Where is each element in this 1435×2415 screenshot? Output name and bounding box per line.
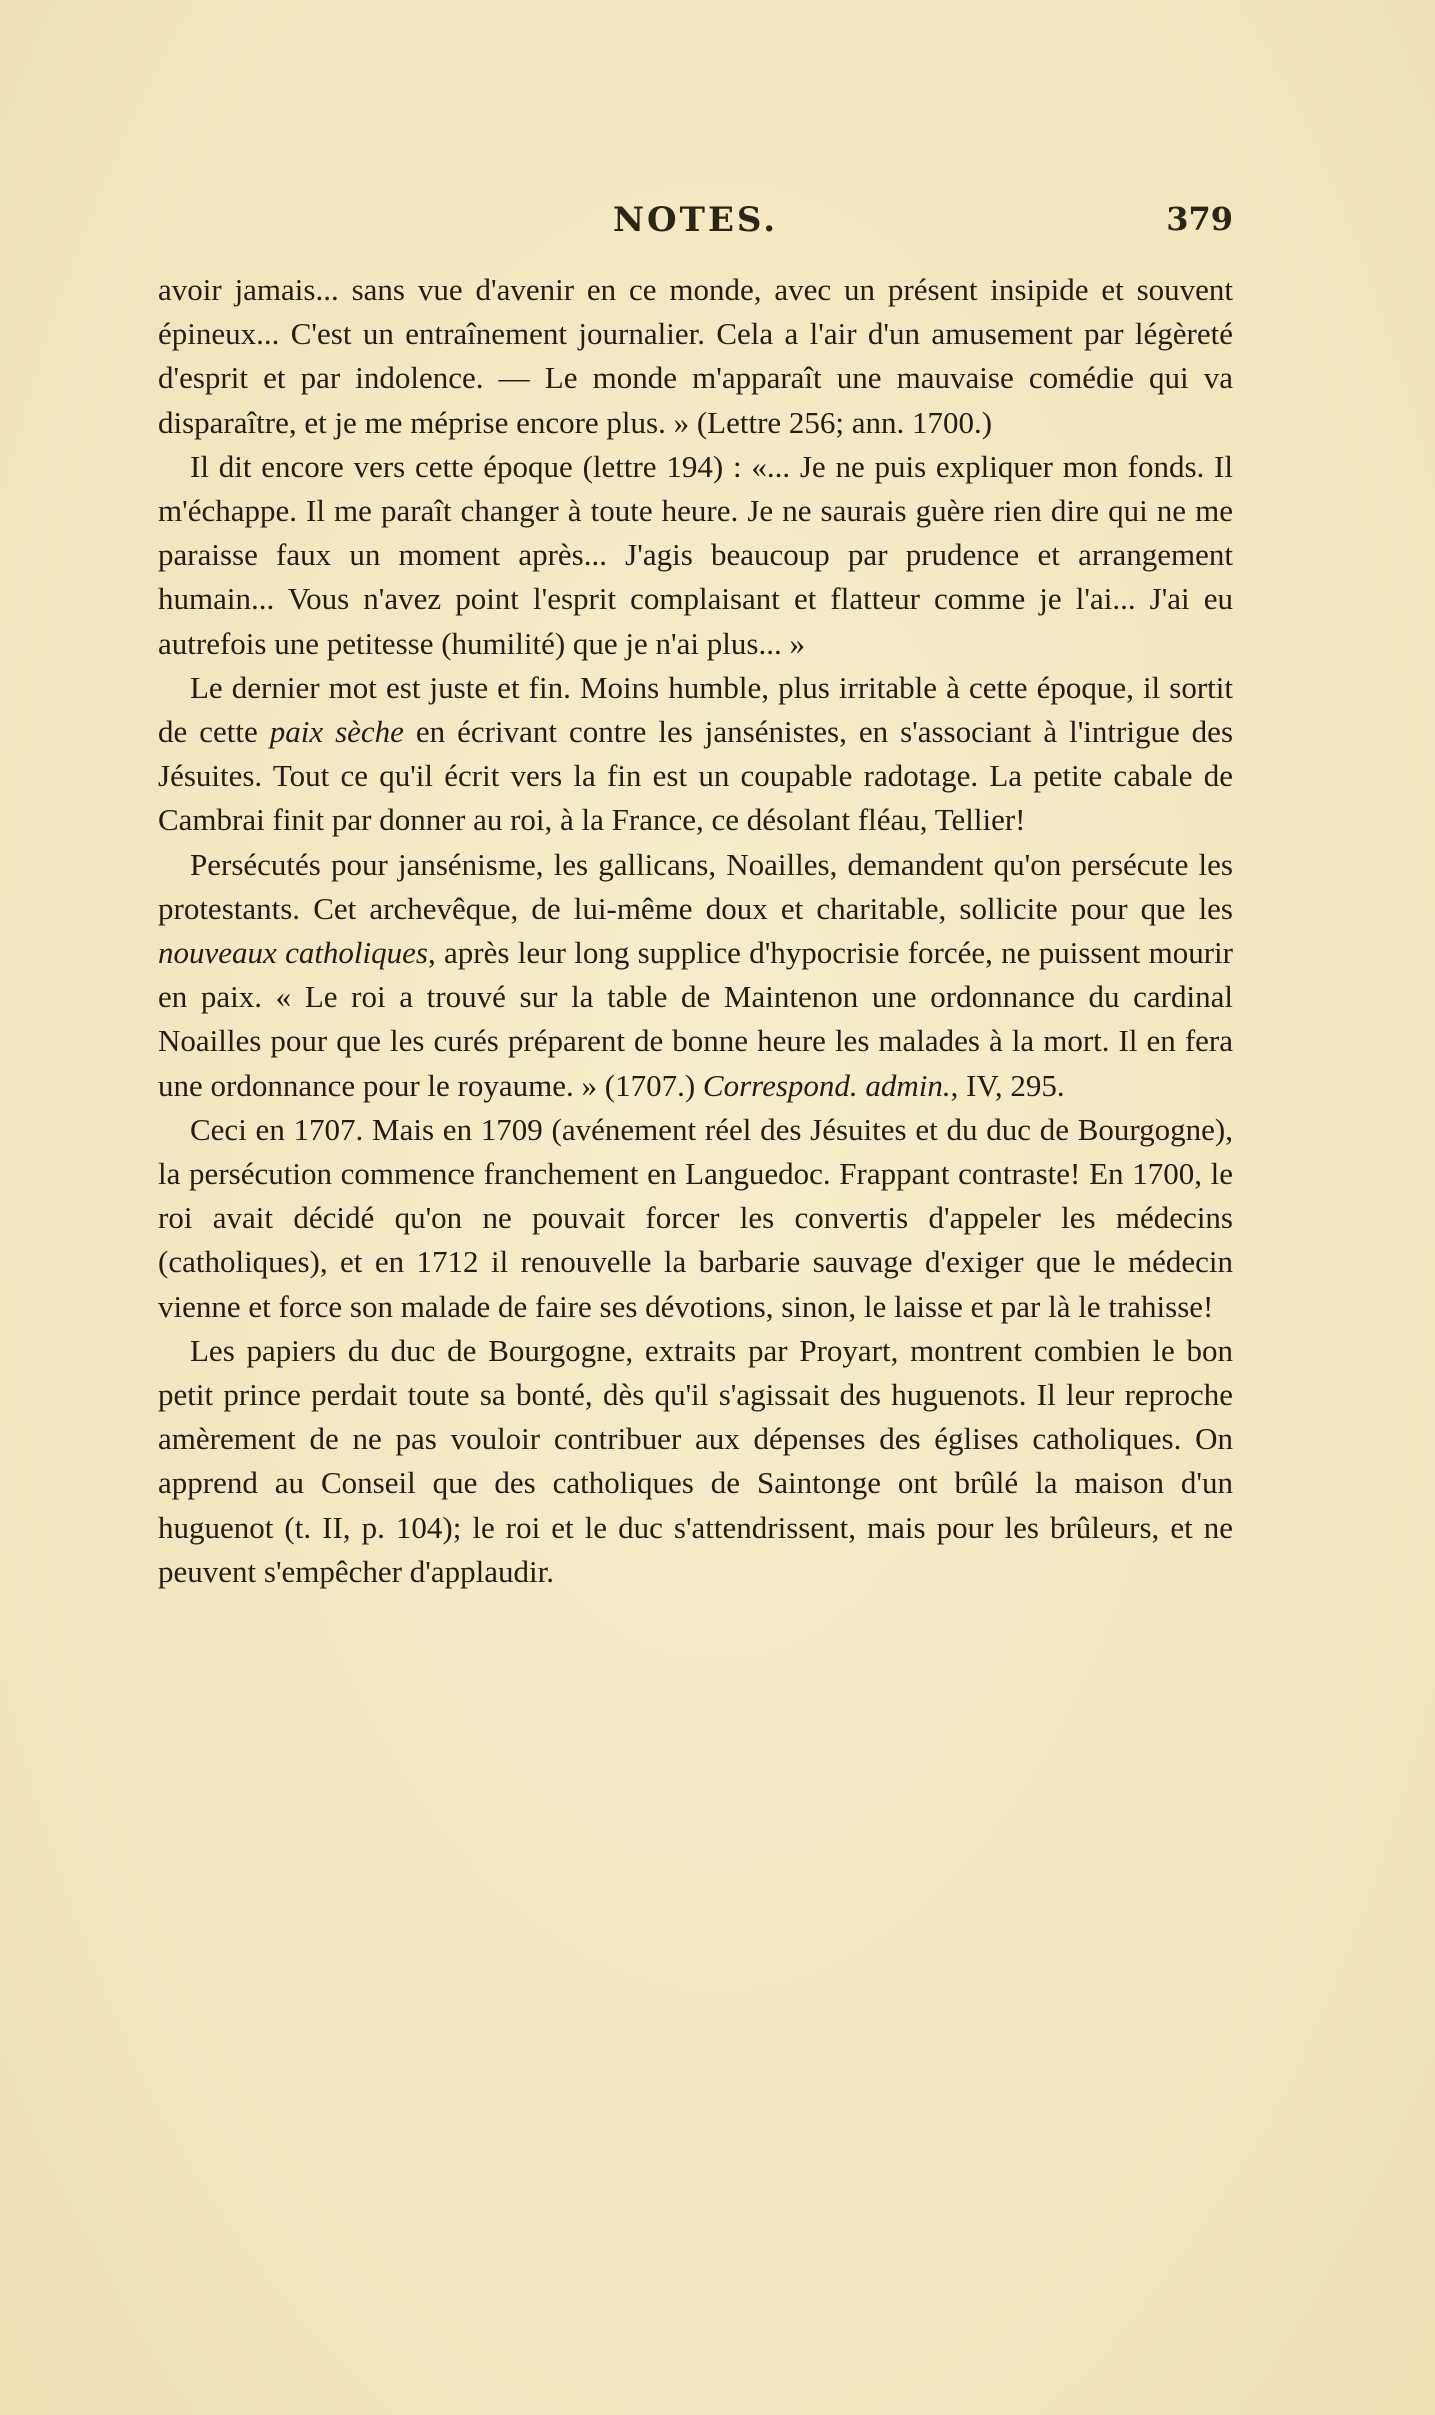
paragraph-3-text-b: en écrivant contre les jansénistes, en s'associant à l'intrigue des Jésuites. Tout ce qu'il écrit vers la fin est un coupable radotage. La petite cabale de Cambrai finit par donner au roi, à la France, ce désolant fléau, Tellier! (158, 714, 1234, 838)
paragraph-4-text-c: , IV, 295. (950, 1067, 1065, 1103)
paragraph-4-text-b: , après leur long supplice d'hypocrisie forcée, ne puissent mourir en paix. « Le roi a trouvé sur la table de Maintenon une ordonnance du cardinal Noailles pour que les curés préparent de bonne heure les malades à la mort. Il en fera une ordonnance pour le royaume. » (1707.) (158, 935, 1233, 1103)
paragraph-2: Il dit encore vers cette époque (lettre 194) : «... Je ne puis expliquer mon fonds. Il m'échappe. Il me paraît changer à toute heure. Je ne saurais guère rien dire qui ne me paraisse faux un moment après... J'agis beaucoup par prudence et arrangement humain... Vous n'avez point l'esprit complaisant et flatteur comme je l'ai... J'ai eu autrefois une petitesse (humilité) que je n'ai plus... » (158, 448, 1233, 661)
paragraph-1: avoir jamais... sans vue d'avenir en ce monde, avec un présent insipide et souvent épineux... C'est un entraînement journalier. Cela a l'air d'un amusement par légèreté d'esprit et par indolence. — Le monde m'apparaît une mauvaise comédie qui va disparaître, et je me méprise encore plus. » (Lettre 256; ann. 1700.) (158, 272, 1233, 440)
paragraph-4-citation: Correspond. admin. (702, 1067, 951, 1103)
page-header (158, 200, 1233, 250)
paragraph-3 (158, 666, 1233, 843)
paragraph-6: Les papiers du duc de Bourgogne, extraits par Proyart, montrent combien le bon petit prince perdait toute sa bonté, dès qu'il s'agissait des huguenots. Il leur reproche amèrement de ne pas vouloir contribuer aux dépenses des églises catholiques. On apprend au Conseil que des catholiques de Saintonge ont brûlé la maison d'un huguenot (t. II, p. 104); le roi et le duc s'attendrissent, mais pour les brûleurs, et ne peuvent s'empêcher d'applaudir. (158, 1332, 1233, 1589)
body-text (158, 268, 1233, 1594)
paragraph-3-text-a: Le dernier mot est juste et fin. Moins humble, plus irritable à cette époque, il sortit de cette (158, 669, 1233, 750)
paragraph-5: Ceci en 1707. Mais en 1709 (avénement réel des Jésuites et du duc de Bourgogne), la persécution commence franchement en Languedoc. Frappant contraste! En 1700, le roi avait décidé qu'on ne pouvait forcer les convertis d'appeler les médecins (catholiques), et en 1712 il renouvelle la barbarie sauvage d'exiger que le médecin vienne et force son malade de faire ses dévotions, sinon, le laisse et par là le trahisse! (158, 1111, 1233, 1324)
page-number: 379 (1166, 200, 1233, 238)
paragraph-4 (158, 843, 1233, 1108)
paragraph-4-text-a: Persécutés pour jansénisme, les gallicans, Noailles, demandent qu'on persécute les protestants. Cet archevêque, de lui-même doux et charitable, sollicite pour que les (158, 846, 1233, 926)
paragraph-3-italic: paix sèche (269, 714, 404, 750)
paragraph-4-italic: nouveaux catholiques (158, 935, 428, 971)
running-title: NOTES. (612, 200, 779, 240)
